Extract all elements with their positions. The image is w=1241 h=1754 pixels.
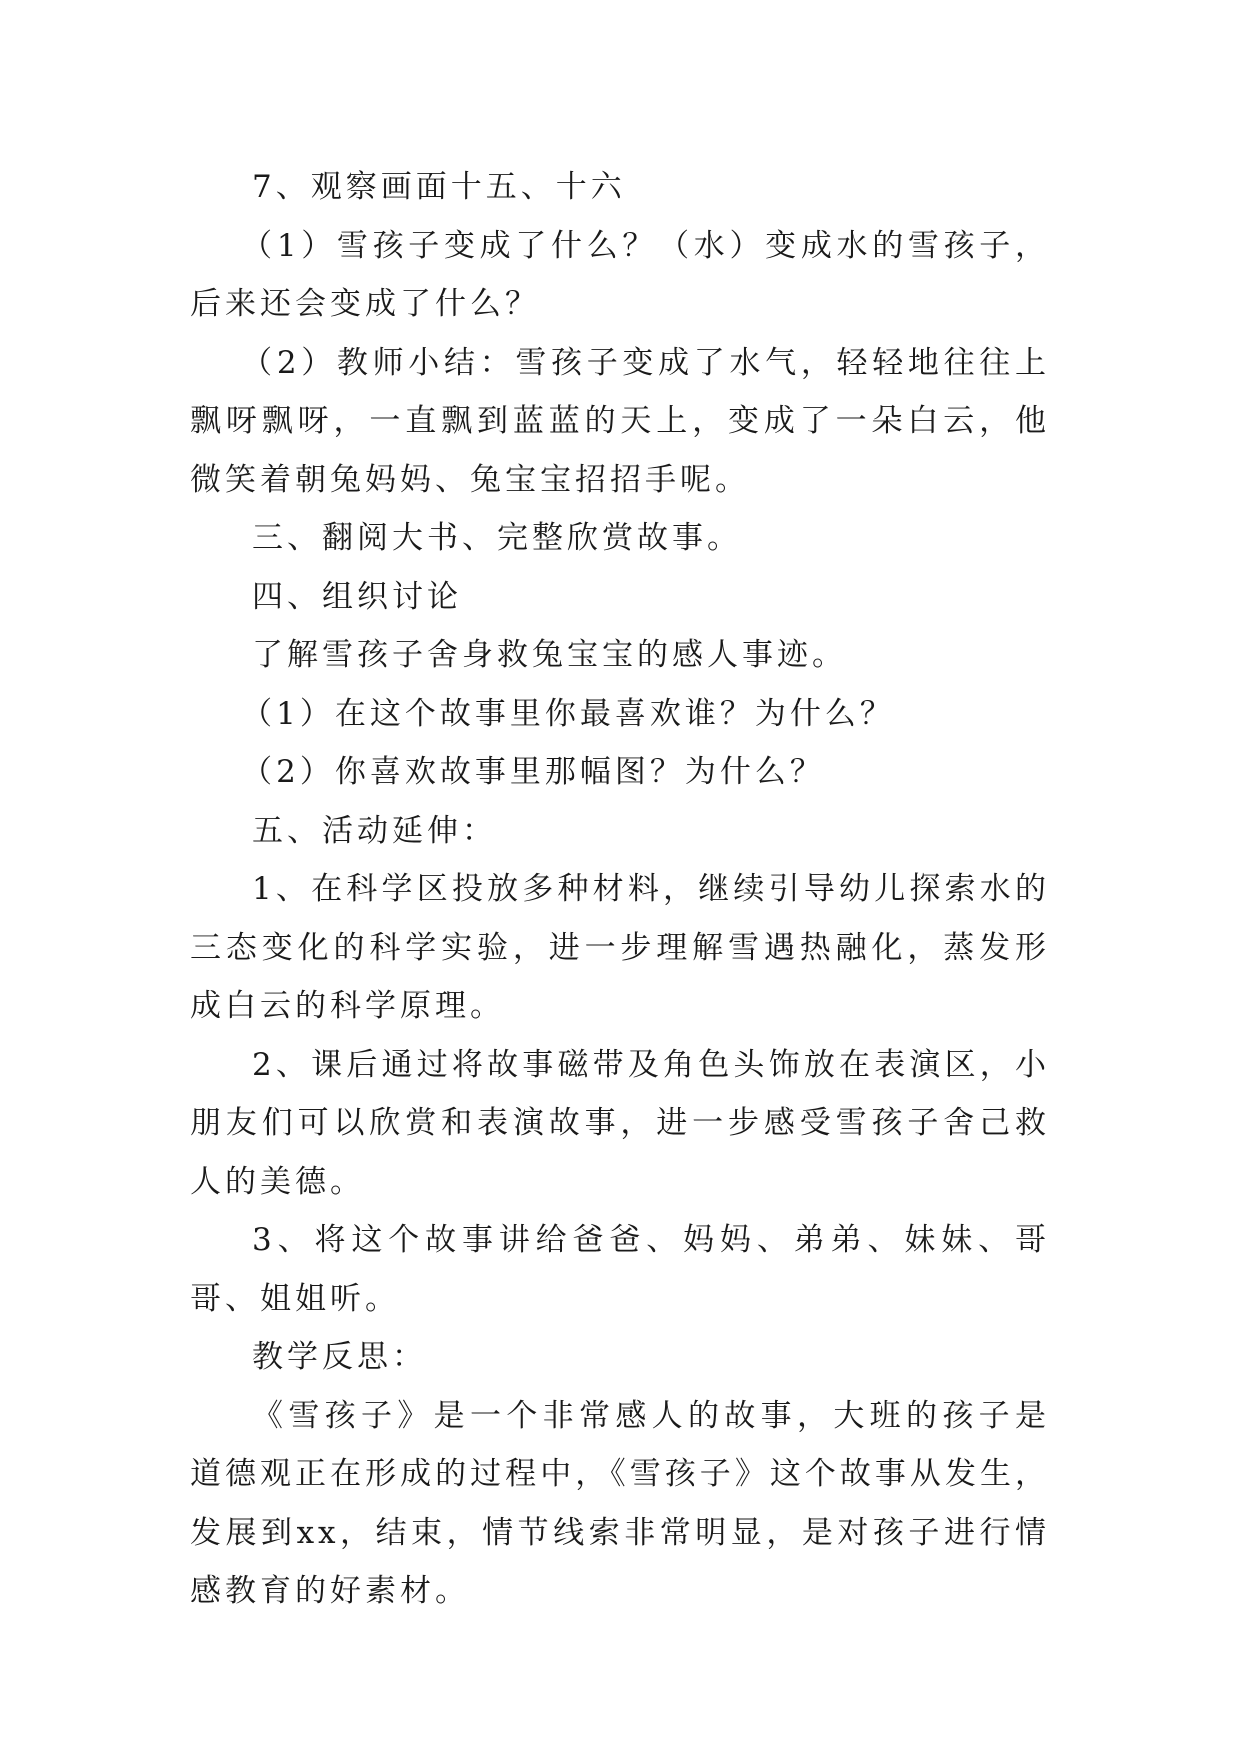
paragraph-extension-2: 2、课后通过将故事磁带及角色头饰放在表演区，小朋友们可以欣赏和表演故事，进一步感受雪孩子舍己救人的美德。: [190, 1046, 1050, 1200]
paragraph-section-four: 四、组织讨论: [252, 578, 462, 615]
paragraph-understand-deeds: 了解雪孩子舍身救兔宝宝的感人事迹。: [252, 637, 847, 673]
paragraph-reflection-body: 《雪孩子》是一个非常感人的故事，大班的孩子是道德观正在形成的过程中，《雪孩子》这个故事从发生，发展到xx，结束，情节线索非常明显，是对孩子进行情感教育的好素材。: [190, 1397, 1050, 1609]
paragraph-section-five: 五、活动延伸：: [252, 812, 497, 849]
paragraph-discussion-q2: （2）你喜欢故事里那幅图？为什么？: [241, 754, 825, 790]
paragraph-extension-3: 3、将这个故事讲给爸爸、妈妈、弟弟、妹妹、哥哥、姐姐听。: [190, 1222, 1050, 1317]
paragraph-discussion-q1: （1）在这个故事里你最喜欢谁？为什么？: [241, 695, 895, 732]
paragraph-teacher-summary: （2）教师小结：雪孩子变成了水气，轻轻地往往上飘呀飘呀，一直飘到蓝蓝的天上，变成了一朵白云，他微笑着朝兔妈妈、兔宝宝招招手呢。: [190, 344, 1050, 498]
paragraph-reflection-heading: 教学反思：: [252, 1339, 427, 1375]
paragraph-extension-1: 1、在科学区投放多种材料，继续引导幼儿探索水的三态变化的科学实验，进一步理解雪遇热融化，蒸发形成白云的科学原理。: [190, 871, 1050, 1024]
paragraph-observe-pictures: 7、观察画面十五、十六: [252, 169, 626, 205]
paragraph-question-1: （1）雪孩子变成了什么？（水）变成水的雪孩子，后来还会变成了什么？: [190, 227, 1050, 322]
paragraph-section-three: 三、翻阅大书、完整欣赏故事。: [252, 520, 742, 556]
document-page: [190, 158, 1050, 1621]
